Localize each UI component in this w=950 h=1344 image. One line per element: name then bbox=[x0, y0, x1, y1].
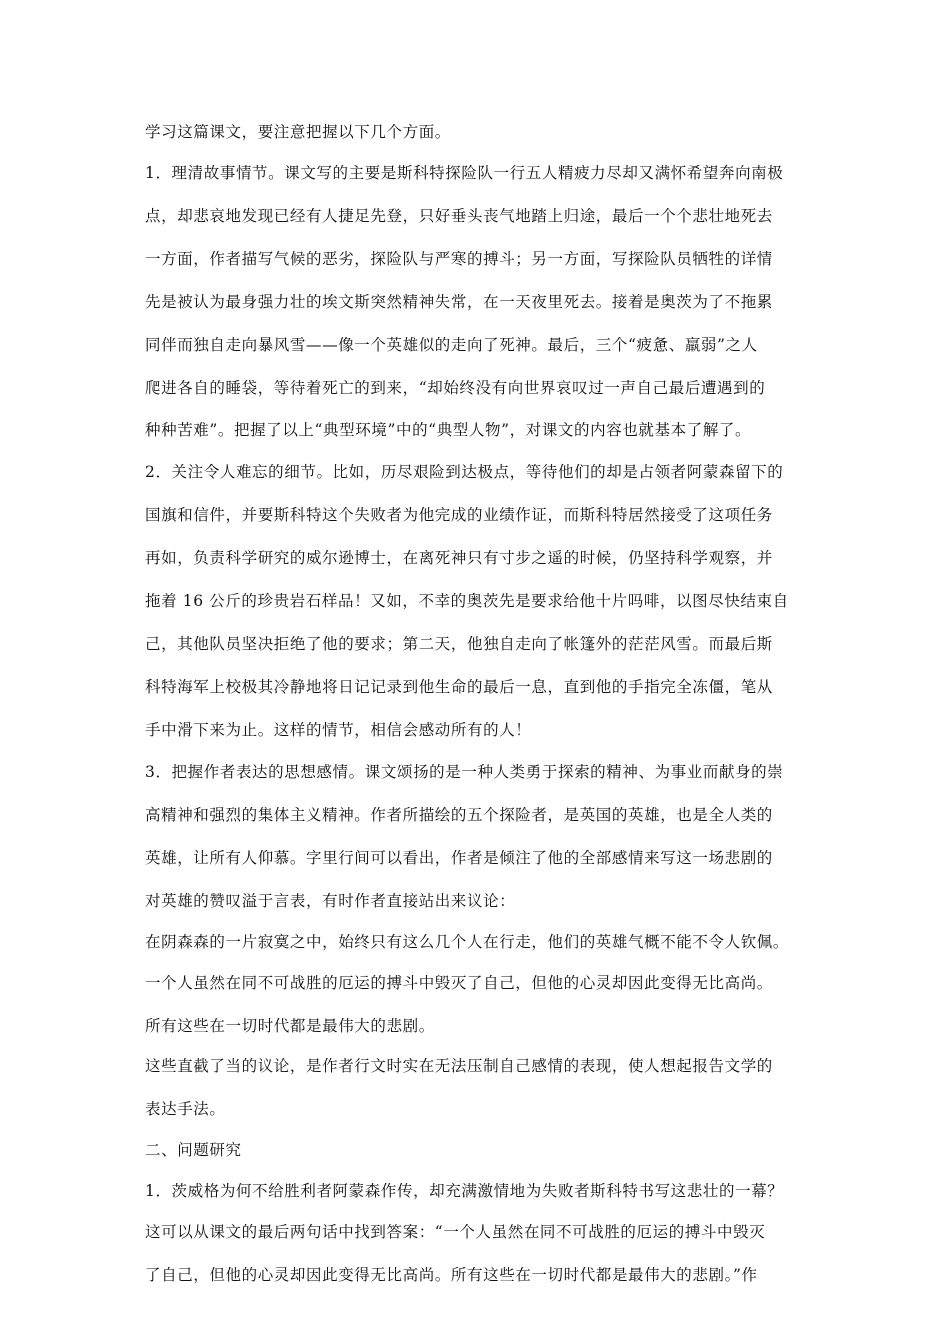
text-line: 爬进各自的睡袋，等待着死亡的到来，“却始终没有向世界哀叹过一声自己最后遭遇到的 bbox=[145, 379, 766, 397]
text-line: 了自己，但他的心灵却因此变得无比高尚。所有这些在一切时代都是最伟大的悲剧。”作 bbox=[145, 1266, 758, 1284]
text-line: 1．茨威格为何不给胜利者阿蒙森作传，却充满激情地为失败者斯科特书写这悲壮的一幕？ bbox=[145, 1182, 784, 1200]
text-line: 拖着 16 公斤的珍贵岩石样品！又如，不幸的奥茨先是要求给他十片吗啡，以图尽快结束自 bbox=[145, 592, 789, 610]
text-line: 一方面，作者描写气候的恶劣，探险队与严寒的搏斗；另一方面，写探险队员牺牲的详情 bbox=[145, 250, 773, 268]
text-line: 高精神和强烈的集体主义精神。作者所描绘的五个探险者，是英国的英雄，也是全人类的 bbox=[145, 806, 773, 824]
text-line: 先是被认为最身强力壮的埃文斯突然精神失常，在一天夜里死去。接着是奥茨为了不拖累 bbox=[145, 293, 773, 311]
text-line: 在阴森森的一片寂寞之中，始终只有这么几个人在行走，他们的英雄气概不能不令人钦佩。 bbox=[145, 933, 790, 951]
text-line: 学习这篇课文，要注意把握以下几个方面。 bbox=[145, 123, 451, 141]
text-line: 英雄，让所有人仰慕。字里行间可以看出，作者是倾注了他的全部感情来写这一场悲剧的 bbox=[145, 849, 773, 867]
text-line: 同伴而独自走向暴风雪——像一个英雄似的走向了死神。最后，三个“疲惫、羸弱”之人 bbox=[145, 336, 758, 354]
text-line: 一个人虽然在同不可战胜的厄运的搏斗中毁灭了自己，但他的心灵却因此变得无比高尚。 bbox=[145, 974, 773, 992]
text-line: 所有这些在一切时代都是最伟大的悲剧。 bbox=[145, 1017, 435, 1035]
text-line: 对英雄的赞叹溢于言表，有时作者直接站出来议论： bbox=[145, 892, 516, 910]
text-line: 手中滑下来为止。这样的情节，相信会感动所有的人！ bbox=[145, 721, 532, 739]
text-line: 3．把握作者表达的思想感情。课文颂扬的是一种人类勇于探索的精神、为事业而献身的崇 bbox=[145, 763, 784, 781]
section-heading: 二、问题研究 bbox=[145, 1141, 242, 1159]
text-line: 种种苦难”。把握了以上“典型环境”中的“典型人物”，对课文的内容也就基本了解了。 bbox=[145, 421, 752, 439]
text-line: 这可以从课文的最后两句话中找到答案：“一个人虽然在同不可战胜的厄运的搏斗中毁灭 bbox=[145, 1223, 766, 1241]
text-line: 2．关注令人难忘的细节。比如，历尽艰险到达极点，等待他们的却是占领者阿蒙森留下的 bbox=[145, 463, 784, 481]
text-line: 1．理清故事情节。课文写的主要是斯科特探险队一行五人精疲力尽却又满怀希望奔向南极 bbox=[145, 164, 784, 182]
text-line: 表达手法。 bbox=[145, 1100, 226, 1118]
text-line: 这些直截了当的议论，是作者行文时实在无法压制自己感情的表现，使人想起报告文学的 bbox=[145, 1057, 773, 1075]
text-line: 国旗和信件，并要斯科特这个失败者为他完成的业绩作证，而斯科特居然接受了这项任务 bbox=[145, 506, 773, 524]
text-line: 科特海军上校极其冷静地将日记记录到他生命的最后一息，直到他的手指完全冻僵，笔从 bbox=[145, 678, 773, 696]
text-line: 己，其他队员坚决拒绝了他的要求；第二天，他独自走向了帐篷外的茫茫风雪。而最后斯 bbox=[145, 635, 773, 653]
text-line: 点，却悲哀地发现已经有人捷足先登，只好垂头丧气地踏上归途，最后一个个悲壮地死去 bbox=[145, 207, 773, 225]
text-line: 再如，负责科学研究的威尔逊博士，在离死神只有寸步之遥的时候，仍坚持科学观察，并 bbox=[145, 549, 773, 567]
